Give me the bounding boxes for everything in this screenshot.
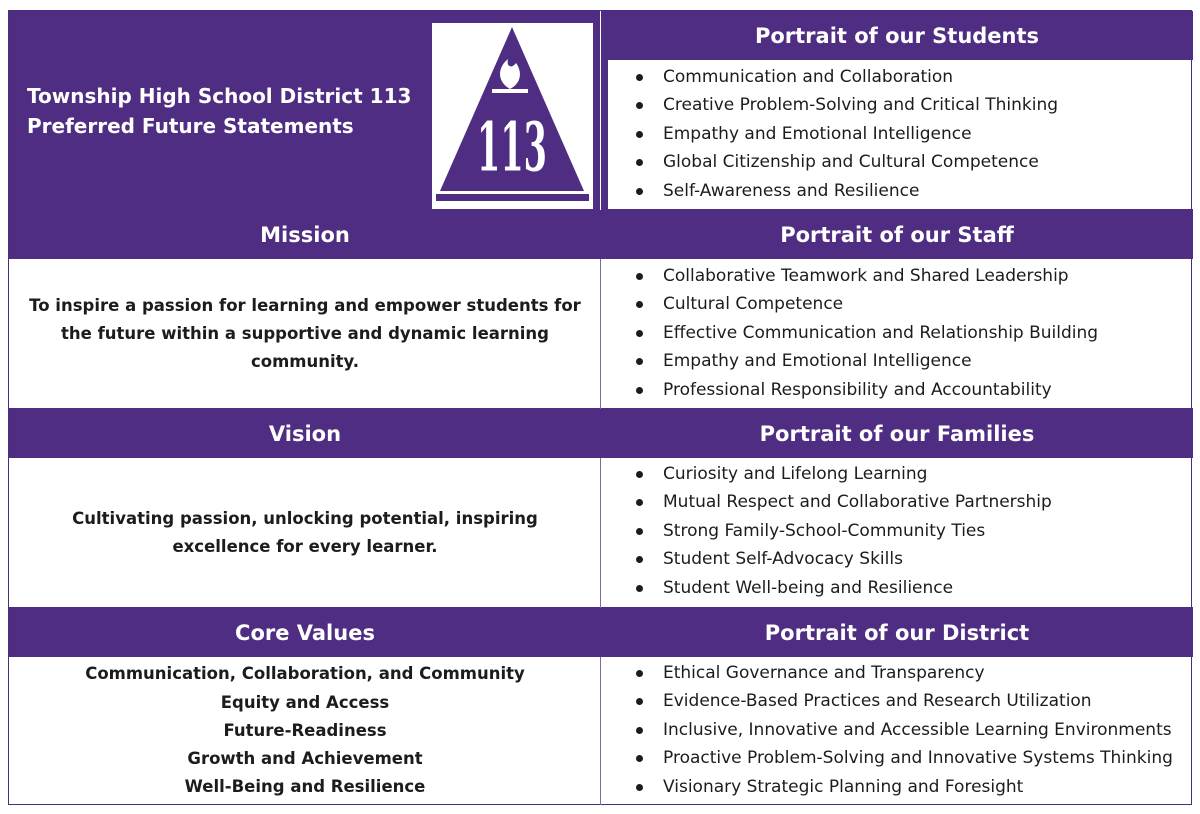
- district-list: [601, 659, 1193, 801]
- staff-list: [601, 262, 1193, 404]
- column-divider: [600, 657, 601, 805]
- families-heading: Portrait of our Families: [601, 409, 1193, 458]
- core-value-item: Future-Readiness: [223, 720, 387, 740]
- vision-line-1: Cultivating passion, unlocking potential, inspiring: [72, 508, 538, 528]
- core-value-item: Well-Being and Resilience: [184, 777, 426, 797]
- students-list-item: Global Citizenship and Cultural Competence: [601, 148, 1193, 176]
- students-heading: Portrait of our Students: [601, 11, 1193, 60]
- column-divider: [600, 259, 601, 409]
- core-value-item: Growth and Achievement: [187, 749, 423, 769]
- mission-statement: To inspire a passion for learning and empower students for the future within a supportive and dynamic learning community.: [9, 259, 601, 409]
- district-cell: [601, 657, 1193, 805]
- district-heading: Portrait of our District: [601, 608, 1193, 657]
- families-list-item: Student Self-Advocacy Skills: [601, 545, 1193, 573]
- families-list-item: Curiosity and Lifelong Learning: [601, 460, 1193, 488]
- families-list-item: Strong Family-School-Community Ties: [601, 517, 1193, 545]
- mission-heading: Mission: [9, 210, 601, 259]
- vision-line-2: excellence for every learner.: [172, 536, 438, 556]
- statements-table: [8, 10, 1192, 805]
- staff-list-item: Professional Responsibility and Accountability: [601, 376, 1193, 404]
- district-list-item: Proactive Problem-Solving and Innovative Systems Thinking: [601, 744, 1193, 772]
- document-title: Preferred Future Statements: [27, 113, 354, 138]
- vision-statement: [9, 458, 601, 608]
- students-list-item: Creative Problem-Solving and Critical Thinking: [601, 91, 1193, 119]
- staff-list-item: Empathy and Emotional Intelligence: [601, 347, 1193, 375]
- logo-number: 113: [477, 107, 547, 187]
- vision-heading: Vision: [9, 409, 601, 458]
- families-list: [601, 460, 1193, 602]
- district-logo: [432, 23, 593, 209]
- column-divider: [600, 11, 601, 210]
- district-list-item: Inclusive, Innovative and Accessible Learning Environments: [601, 716, 1193, 744]
- staff-heading: Portrait of our Staff: [601, 210, 1193, 259]
- families-list-item: Student Well-being and Resilience: [601, 574, 1193, 602]
- core-value-item: Communication, Collaboration, and Community: [85, 664, 525, 684]
- students-list-item: Empathy and Emotional Intelligence: [601, 120, 1193, 148]
- logo-triangle-icon: [432, 23, 593, 209]
- core-values-list: [9, 657, 601, 805]
- students-list-item: Self-Awareness and Resilience: [601, 177, 1193, 205]
- core-value-item: Equity and Access: [220, 692, 390, 712]
- students-cell: [601, 60, 1193, 210]
- staff-list-item: Collaborative Teamwork and Shared Leadership: [601, 262, 1193, 290]
- families-list-item: Mutual Respect and Collaborative Partnership: [601, 488, 1193, 516]
- students-list-item: Communication and Collaboration: [601, 63, 1193, 91]
- staff-list-item: Effective Communication and Relationship Building: [601, 319, 1193, 347]
- staff-cell: [601, 259, 1193, 409]
- district-list-item: Evidence-Based Practices and Research Utilization: [601, 687, 1193, 715]
- core-values-heading: Core Values: [9, 608, 601, 657]
- district-name: Township High School District 113: [27, 83, 412, 108]
- district-list-item: Visionary Strategic Planning and Foresight: [601, 773, 1193, 801]
- column-divider: [600, 458, 601, 608]
- district-list-item: Ethical Governance and Transparency: [601, 659, 1193, 687]
- families-cell: [601, 458, 1193, 608]
- students-list: [601, 63, 1193, 205]
- staff-list-item: Cultural Competence: [601, 290, 1193, 318]
